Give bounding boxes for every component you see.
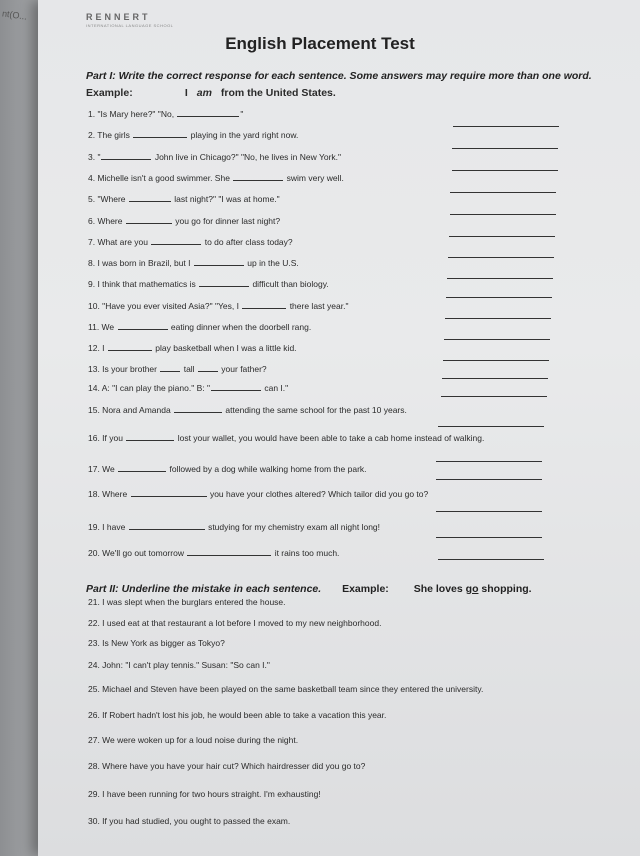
part2-header xyxy=(86,583,532,595)
question-text: eating dinner when the doorbell rang. xyxy=(168,322,312,332)
answer-line[interactable] xyxy=(452,148,558,149)
answer-line[interactable] xyxy=(442,378,548,379)
question-text: playing in the yard right now. xyxy=(188,130,299,140)
example-answer: am xyxy=(196,87,212,99)
fill-in-blank[interactable] xyxy=(187,546,271,556)
question-text: difficult than biology. xyxy=(250,279,329,289)
school-logo: RENNERT xyxy=(86,12,151,22)
fill-in-blank[interactable] xyxy=(118,462,166,472)
question-text: you go for dinner last night? xyxy=(172,216,281,226)
question-14 xyxy=(88,381,288,393)
question-10 xyxy=(88,299,348,311)
answer-line[interactable] xyxy=(436,461,542,462)
question-text: 15. Nora and Amanda xyxy=(88,405,174,415)
part2-example-after: shopping. xyxy=(478,583,532,595)
fill-in-blank[interactable] xyxy=(131,487,207,497)
question-text: you have your clothes altered? Which tailor did you go to? xyxy=(207,489,429,499)
question-text: John live in Chicago?" "No, he lives in New York." xyxy=(152,152,342,162)
question-19 xyxy=(88,520,380,532)
fill-in-blank[interactable] xyxy=(199,277,249,287)
question-24: 24. John: "I can't play tennis." Susan: "So can I." xyxy=(88,660,270,670)
answer-line[interactable] xyxy=(438,559,544,560)
question-9 xyxy=(88,277,329,289)
question-text: 19. I have xyxy=(88,522,128,532)
question-text: can I." xyxy=(262,383,289,393)
question-27: 27. We were woken up for a loud noise during the night. xyxy=(88,735,299,745)
fill-in-blank[interactable] xyxy=(194,256,244,266)
answer-line[interactable] xyxy=(452,170,558,171)
question-12 xyxy=(88,341,297,353)
question-text: 17. We xyxy=(88,464,118,474)
question-13 xyxy=(88,362,267,374)
part2-example-sentence xyxy=(414,583,532,595)
question-text: 5. "Where xyxy=(88,194,128,204)
page-title: English Placement Test xyxy=(225,34,415,53)
question-20 xyxy=(88,546,339,558)
question-text: studying for my chemistry exam all night long! xyxy=(205,522,381,532)
question-text: 16. If you xyxy=(88,433,126,443)
question-25: 25. Michael and Steven have been played on the same basketball team since they entered the university. xyxy=(88,684,484,694)
question-text: play basketball when I was a little kid. xyxy=(152,343,297,353)
question-5 xyxy=(88,192,280,204)
question-text: 3. " xyxy=(88,152,101,162)
question-text: it rains too much. xyxy=(272,548,340,558)
fill-in-blank[interactable] xyxy=(211,381,261,391)
part2-title: Part II: Underline the mistake in each sentence. xyxy=(86,583,322,595)
question-text: 12. I xyxy=(88,343,107,353)
answer-line[interactable] xyxy=(436,511,542,512)
question-2 xyxy=(88,128,298,140)
fill-in-blank[interactable] xyxy=(151,235,201,245)
fill-in-blank[interactable] xyxy=(160,362,180,372)
part2-example-label: Example: xyxy=(342,583,389,595)
question-text: lost your wallet, you would have been able to take a cab home instead of walking. xyxy=(175,433,485,443)
answer-line[interactable] xyxy=(436,479,542,480)
question-30: 30. If you had studied, you ought to passed the exam. xyxy=(88,816,291,826)
question-1 xyxy=(88,107,243,119)
question-text: 13. Is your brother xyxy=(88,364,160,374)
fill-in-blank[interactable] xyxy=(108,341,152,351)
question-7 xyxy=(88,235,293,247)
question-text: 8. I was born in Brazil, but I xyxy=(88,258,193,268)
question-text: 14. A: "I can play the piano." B: " xyxy=(88,383,210,393)
question-text: to do after class today? xyxy=(202,237,293,247)
question-text: swim very well. xyxy=(284,173,344,183)
school-logo-subtitle: INTERNATIONAL LANGUAGE SCHOOL xyxy=(86,23,174,28)
question-29: 29. I have been running for two hours straight. I'm exhausting! xyxy=(88,789,321,799)
question-text: 11. We xyxy=(88,322,117,332)
fill-in-blank[interactable] xyxy=(101,150,151,160)
answer-line[interactable] xyxy=(441,396,547,397)
question-text: 4. Michelle isn't a good swimmer. She xyxy=(88,173,233,183)
example-after: from the United States. xyxy=(220,87,336,99)
part1-example xyxy=(86,87,336,99)
fill-in-blank[interactable] xyxy=(118,320,168,330)
question-3 xyxy=(88,150,341,162)
answer-line[interactable] xyxy=(447,278,553,279)
fill-in-blank[interactable] xyxy=(126,431,174,441)
question-text: your father? xyxy=(218,364,267,374)
question-16 xyxy=(88,431,484,443)
question-4 xyxy=(88,171,344,183)
fill-in-blank[interactable] xyxy=(174,403,222,413)
question-text: up in the U.S. xyxy=(244,258,299,268)
part1-instruction: Part I: Write the correct response for each sentence. Some answers may require more than one word. xyxy=(86,70,592,82)
part2-example-before: She loves xyxy=(413,583,466,595)
answer-line[interactable] xyxy=(445,318,551,319)
question-15 xyxy=(88,403,407,415)
fill-in-blank[interactable] xyxy=(233,171,283,181)
question-18 xyxy=(88,487,428,499)
question-text: 9. I think that mathematics is xyxy=(88,279,199,289)
answer-line[interactable] xyxy=(453,126,559,127)
fill-in-blank[interactable] xyxy=(177,107,239,117)
fill-in-blank[interactable] xyxy=(198,362,218,372)
part2-example-underlined: go xyxy=(465,583,479,595)
question-text: 20. We'll go out tomorrow xyxy=(88,548,187,558)
answer-line[interactable] xyxy=(450,192,556,193)
question-text: 1. "Is Mary here?" "No, xyxy=(88,109,177,119)
question-text: " xyxy=(240,109,244,119)
answer-line[interactable] xyxy=(443,360,549,361)
question-text: 10. "Have you ever visited Asia?" "Yes, I xyxy=(88,301,242,311)
question-6 xyxy=(88,214,280,226)
question-11 xyxy=(88,320,311,332)
answer-line[interactable] xyxy=(448,257,554,258)
answer-line[interactable] xyxy=(444,339,550,340)
question-8 xyxy=(88,256,299,268)
answer-line[interactable] xyxy=(450,214,556,215)
question-text: 2. The girls xyxy=(88,130,133,140)
fill-in-blank[interactable] xyxy=(129,520,205,530)
question-17 xyxy=(88,462,367,474)
question-text: followed by a dog while walking home from the park. xyxy=(167,464,367,474)
question-text: tall xyxy=(181,364,197,374)
fill-in-blank[interactable] xyxy=(126,214,172,224)
answer-line[interactable] xyxy=(436,537,542,538)
fill-in-blank[interactable] xyxy=(133,128,187,138)
answer-line[interactable] xyxy=(438,426,544,427)
question-text: 7. What are you xyxy=(88,237,151,247)
question-23: 23. Is New York as bigger as Tokyo? xyxy=(88,638,225,648)
question-text: 6. Where xyxy=(88,216,125,226)
question-text: last night?" "I was at home." xyxy=(171,194,280,204)
question-28: 28. Where have you have your hair cut? Which hairdresser did you go to? xyxy=(88,761,366,771)
question-21: 21. I was slept when the burglars entered the house. xyxy=(88,597,286,607)
answer-line[interactable] xyxy=(449,236,555,237)
example-label: Example: xyxy=(86,87,133,99)
example-before: I xyxy=(184,87,188,99)
question-26: 26. If Robert hadn't lost his job, he would been able to take a vacation this year. xyxy=(88,710,387,720)
question-text: there last year." xyxy=(287,301,349,311)
fill-in-blank[interactable] xyxy=(242,299,286,309)
answer-line[interactable] xyxy=(446,297,552,298)
question-text: attending the same school for the past 10 years. xyxy=(223,405,407,415)
fill-in-blank[interactable] xyxy=(129,192,171,202)
question-text: 18. Where xyxy=(88,489,130,499)
background-page-text: nt(O... xyxy=(1,8,28,22)
question-22: 22. I used eat at that restaurant a lot before I moved to my new neighborhood. xyxy=(88,618,382,628)
